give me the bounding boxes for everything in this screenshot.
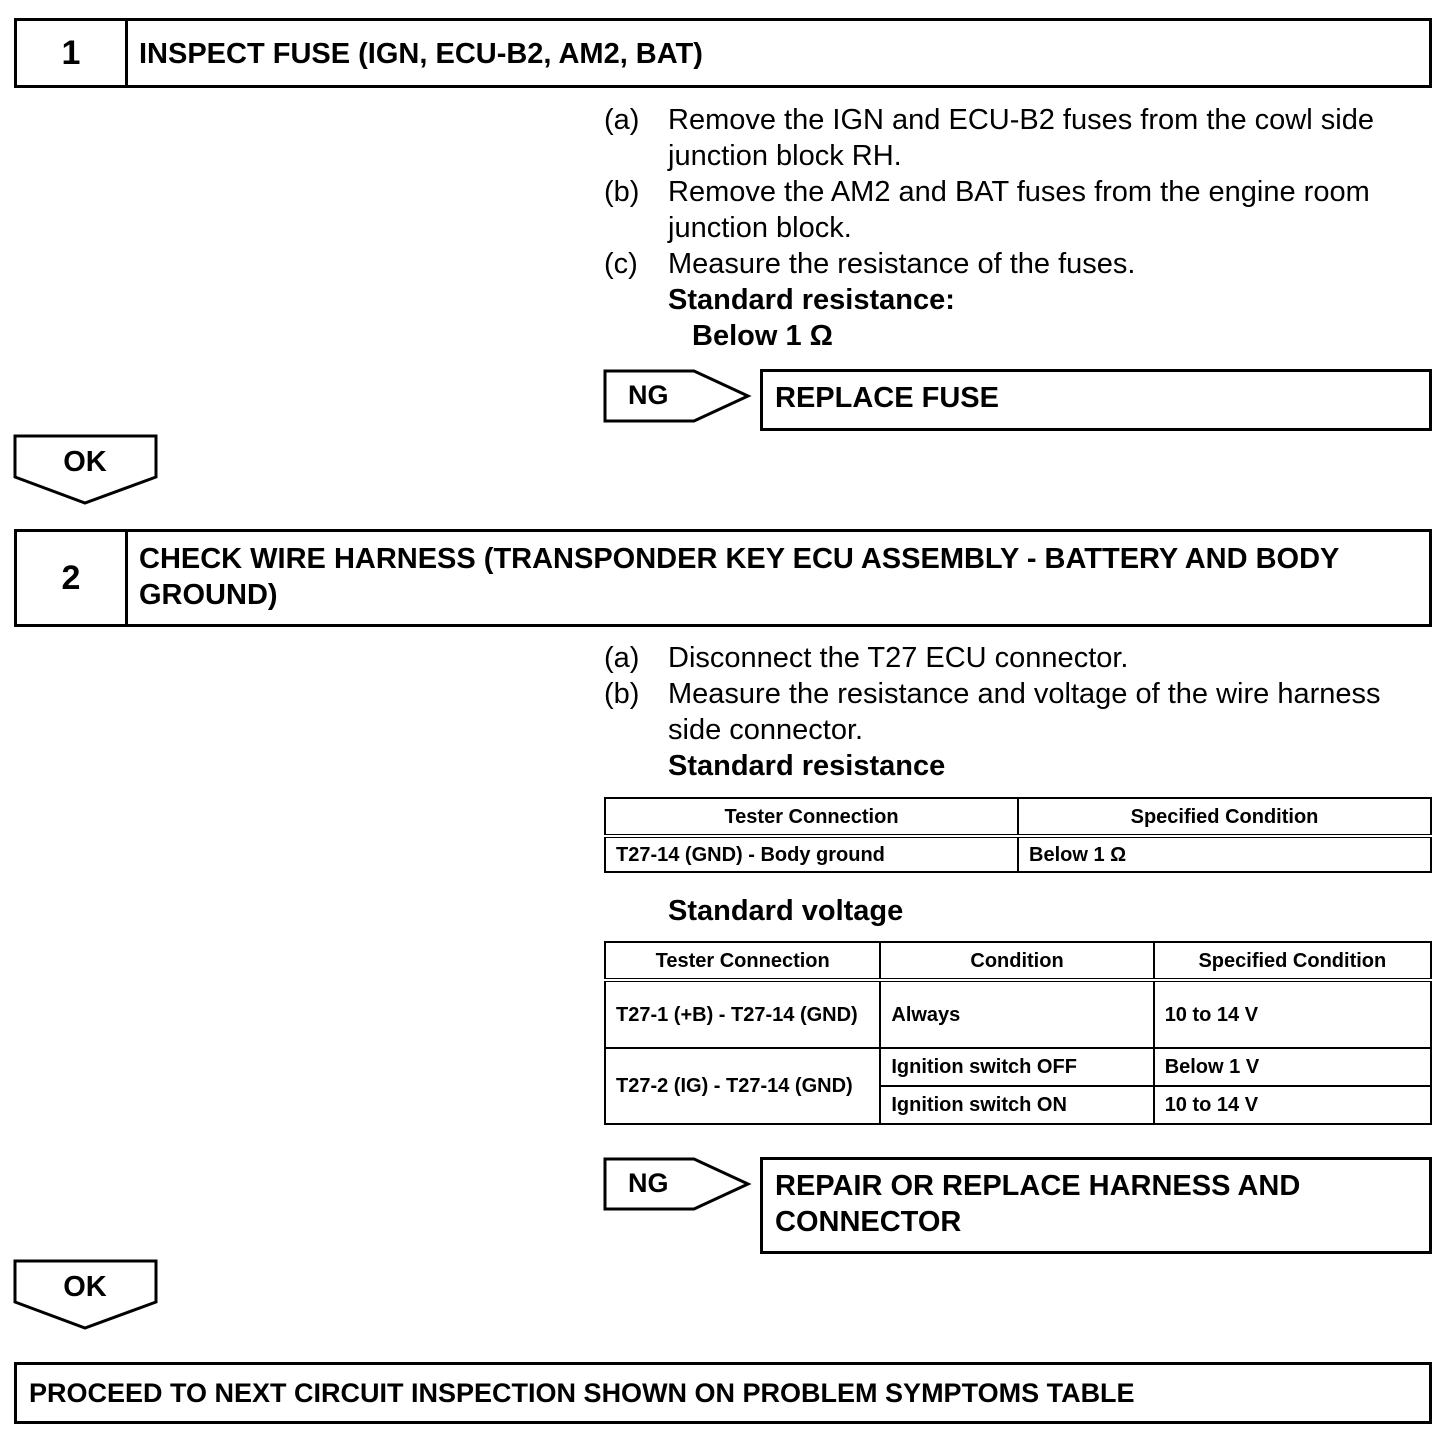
column-header: Specified Condition xyxy=(1154,942,1431,980)
column-header: Tester Connection xyxy=(605,798,1018,836)
step-2-ok-label: OK xyxy=(63,1271,107,1303)
step-1-number: 1 xyxy=(17,21,128,85)
item-label: (a) xyxy=(604,642,640,674)
step-2-header xyxy=(14,529,1432,627)
item-label: (a) xyxy=(604,104,640,136)
item-text: Disconnect the T27 ECU connector. xyxy=(668,642,1129,674)
item-label: (c) xyxy=(604,248,638,280)
table-cell: Ignition switch ON xyxy=(880,1086,1153,1124)
table-cell: Below 1 Ω xyxy=(1018,836,1431,872)
step-2-ng-label: NG xyxy=(628,1168,669,1198)
table-header-row xyxy=(605,798,1431,836)
resistance-table xyxy=(604,797,1432,873)
final-action-text: PROCEED TO NEXT CIRCUIT INSPECTION SHOWN ON PROBLEM SYMPTOMS TABLE xyxy=(29,1378,1135,1408)
step-1-standard-value: Below 1 Ω xyxy=(692,320,833,352)
table-row xyxy=(605,836,1431,872)
step-1-header xyxy=(14,18,1432,88)
item-text: Remove the IGN and ECU-B2 fuses from the cowl side junction block RH. xyxy=(668,104,1374,172)
step-2-item-a xyxy=(604,640,1424,676)
step-1-ok-label: OK xyxy=(63,446,107,478)
table-cell: Below 1 V xyxy=(1154,1048,1431,1086)
voltage-heading: Standard voltage xyxy=(668,895,904,927)
step-1-item-a xyxy=(604,102,1424,174)
step-2-item-b xyxy=(604,676,1424,748)
item-text: Remove the AM2 and BAT fuses from the engine room junction block. xyxy=(668,176,1370,244)
table-cell: Ignition switch OFF xyxy=(880,1048,1153,1086)
step-1-item-c xyxy=(604,246,1424,282)
table-row xyxy=(605,1048,1431,1086)
step-1-standard-label: Standard resistance: xyxy=(668,284,955,316)
item-label: (b) xyxy=(604,176,640,208)
step-2-ng-action xyxy=(760,1157,1432,1254)
step-1-ng-action xyxy=(760,369,1432,431)
table-cell: T27-1 (+B) - T27-14 (GND) xyxy=(605,980,880,1048)
column-header: Specified Condition xyxy=(1018,798,1431,836)
step-2-number: 2 xyxy=(17,532,128,624)
item-text: Measure the resistance of the fuses. xyxy=(668,248,1136,280)
step-1-ng-label: NG xyxy=(628,380,669,410)
table-cell: T27-14 (GND) - Body ground xyxy=(605,836,1018,872)
ng-arrow-icon xyxy=(602,368,754,426)
table-header-row xyxy=(605,942,1431,980)
resistance-heading: Standard resistance xyxy=(668,750,946,782)
step-1-item-b xyxy=(604,174,1424,246)
step-1-ng-action-text: REPLACE FUSE xyxy=(775,382,999,414)
voltage-table xyxy=(604,941,1432,1125)
step-2-ng-action-text: REPAIR OR REPLACE HARNESS AND CONNECTOR xyxy=(775,1170,1301,1238)
table-cell: 10 to 14 V xyxy=(1154,1086,1431,1124)
table-cell: 10 to 14 V xyxy=(1154,980,1431,1048)
table-cell: T27-2 (IG) - T27-14 (GND) xyxy=(605,1048,880,1124)
column-header: Tester Connection xyxy=(605,942,880,980)
item-text: Measure the resistance and voltage of the wire harness side connector. xyxy=(668,678,1381,746)
column-header: Condition xyxy=(880,942,1153,980)
step-1-title: INSPECT FUSE (IGN, ECU-B2, AM2, BAT) xyxy=(139,38,703,70)
item-label: (b) xyxy=(604,678,640,710)
final-action-box xyxy=(14,1362,1432,1424)
table-cell: Always xyxy=(880,980,1153,1048)
step-2-title: CHECK WIRE HARNESS (TRANSPONDER KEY ECU ASSEMBLY - BATTERY AND BODY GROUND) xyxy=(139,543,1339,611)
ng-arrow-icon xyxy=(602,1156,754,1214)
table-row xyxy=(605,980,1431,1048)
